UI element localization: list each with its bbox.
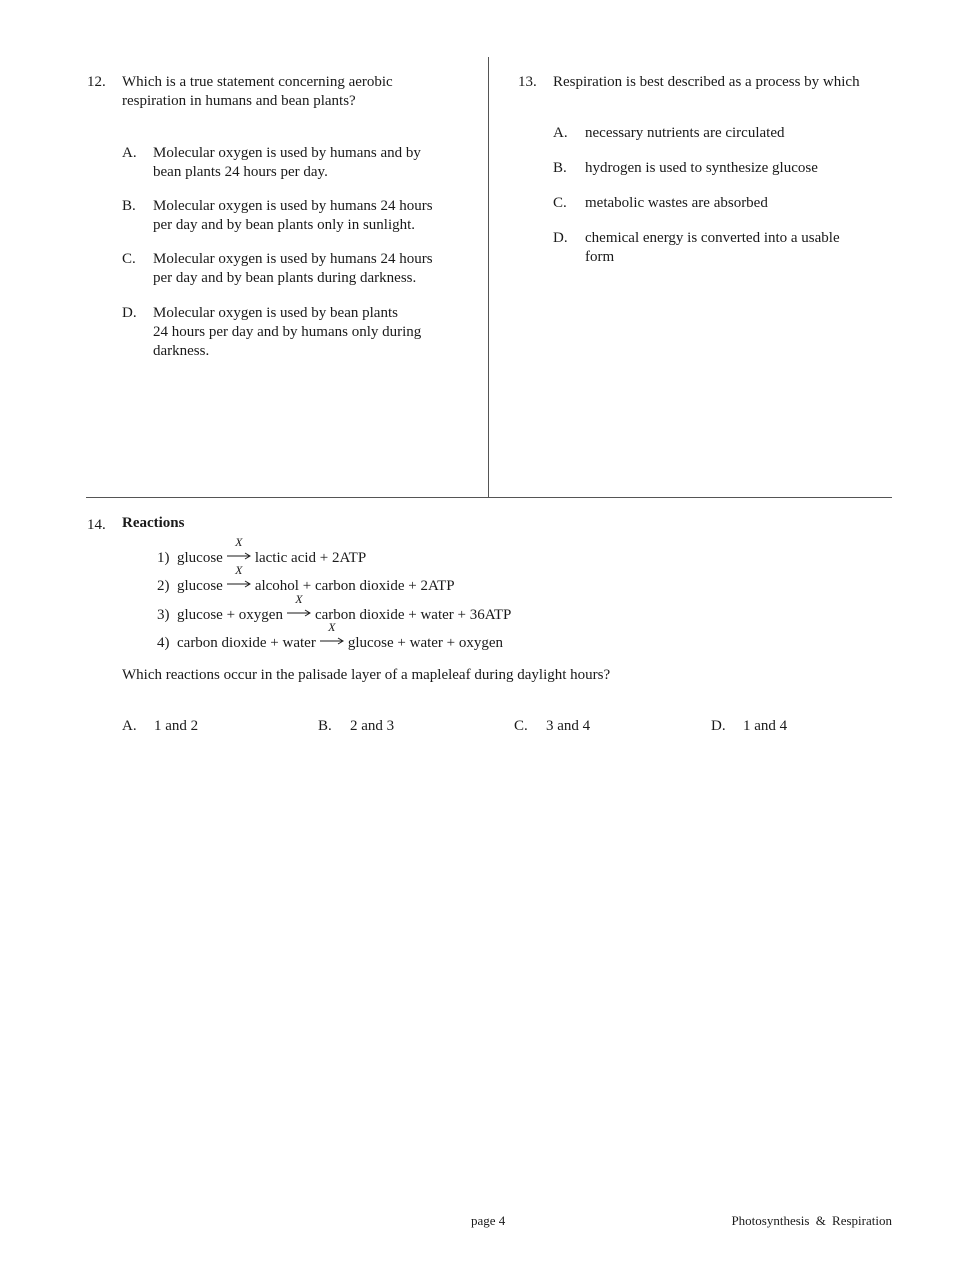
answer-text: 1 and 2 [154, 718, 199, 734]
reaction-arrow-icon [287, 592, 311, 619]
question-number: 14. [87, 517, 106, 533]
option-text: Molecular oxygen is used by humans and by [153, 145, 421, 161]
reactant: glucose [177, 550, 223, 566]
option-letter: C. [122, 251, 136, 267]
option-letter: B. [122, 198, 136, 214]
reaction-number: 2) [157, 578, 170, 594]
product: glucose + water + oxygen [347, 635, 504, 651]
answer-a[interactable] [122, 717, 198, 736]
option-text: per day and by bean plants only in sunlight. [153, 217, 416, 233]
answer-letter: B. [318, 718, 332, 734]
option-letter: A. [553, 125, 568, 141]
reactant: glucose + oxygen [177, 607, 283, 623]
answer-text: 3 and 4 [546, 718, 591, 734]
answer-b[interactable] [318, 717, 394, 736]
answer-letter: D. [711, 718, 726, 734]
answer-letter: C. [514, 718, 528, 734]
option-letter: B. [553, 160, 567, 176]
option-text: hydrogen is used to synthesize glucose [585, 160, 818, 176]
product: lactic acid + 2ATP [254, 550, 367, 566]
reaction-arrow-icon [227, 535, 251, 562]
option-text: per day and by bean plants during darkness. [153, 270, 417, 286]
question-text-line: respiration in humans and bean plants? [122, 93, 356, 109]
option-text: form [585, 249, 615, 265]
answer-text: 1 and 4 [743, 718, 788, 734]
footer-title: Photosynthesis & Respiration [731, 1213, 892, 1228]
option-text: metabolic wastes are absorbed [585, 195, 768, 211]
reaction-arrow-icon [320, 620, 344, 647]
option-letter: D. [122, 305, 137, 321]
option-text: chemical energy is converted into a usable [585, 230, 840, 246]
question-text-line: Which is a true statement concerning aerobic [122, 74, 393, 90]
column-divider [488, 57, 489, 497]
question-number: 12. [87, 74, 106, 90]
question-text: Respiration is best described as a process by which [553, 74, 860, 90]
reaction-1 [157, 535, 367, 568]
arrow-label: X [295, 592, 303, 606]
answer-text: 2 and 3 [350, 718, 395, 734]
reaction-number: 1) [157, 550, 170, 566]
reaction-4 [157, 620, 504, 653]
option-text: bean plants 24 hours per day. [153, 164, 328, 180]
question-number: 13. [518, 74, 537, 90]
reactant: carbon dioxide + water [177, 635, 316, 651]
answer-d[interactable] [711, 717, 787, 736]
reactant: glucose [177, 578, 223, 594]
reactions-heading: Reactions [122, 515, 185, 531]
reaction-number: 4) [157, 635, 170, 651]
product: alcohol + carbon dioxide + 2ATP [254, 578, 455, 594]
section-divider [86, 497, 892, 498]
option-text: Molecular oxygen is used by bean plants [153, 305, 398, 321]
arrow-label: X [235, 563, 243, 577]
question-text: Which reactions occur in the palisade layer of a mapleleaf during daylight hours? [122, 667, 611, 683]
reaction-number: 3) [157, 607, 170, 623]
option-letter: C. [553, 195, 567, 211]
page-number: page 4 [471, 1213, 506, 1228]
option-letter: D. [553, 230, 568, 246]
answer-letter: A. [122, 718, 137, 734]
answer-c[interactable] [514, 717, 590, 736]
option-text: darkness. [153, 343, 210, 359]
arrow-label: X [235, 535, 243, 549]
option-letter: A. [122, 145, 137, 161]
option-text: 24 hours per day and by humans only during [153, 324, 422, 340]
product: carbon dioxide + water + 36ATP [314, 607, 512, 623]
arrow-label: X [328, 620, 336, 634]
option-text: Molecular oxygen is used by humans 24 hours [153, 251, 433, 267]
option-text: necessary nutrients are circulated [585, 125, 785, 141]
option-text: Molecular oxygen is used by humans 24 hours [153, 198, 433, 214]
reaction-arrow-icon [227, 563, 251, 590]
